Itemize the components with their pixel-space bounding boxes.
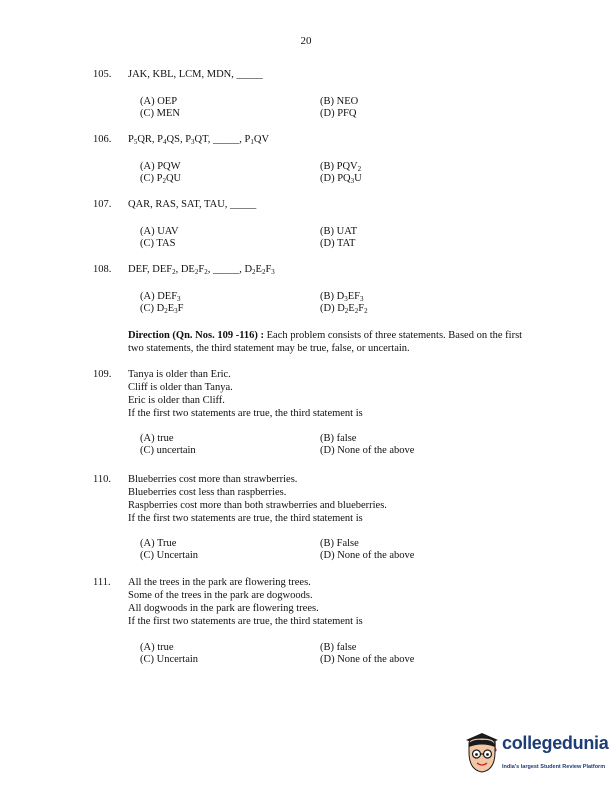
option-c[interactable]: (C) TAS (140, 238, 176, 249)
option-a[interactable]: (A) PQW (140, 161, 181, 172)
question-text: QAR, RAS, SAT, TAU, _____ (128, 199, 257, 210)
question-text: Tanya is older than Eric. Cliff is older than Tanya. Eric is older than Cliff. If the first two statements are true, the third statement is (128, 369, 363, 419)
question-number: 105. (93, 69, 112, 80)
option-d[interactable]: (D) $D_2E_2F_2$ (320, 303, 368, 315)
question-number: 111. (93, 577, 111, 588)
question-text: $P_5QR$, $P_4QS$, $P_3QT$, _____, $P_1QV$ (128, 134, 270, 146)
graduate-mascot-icon (462, 730, 500, 776)
question-number: 109. (93, 369, 112, 380)
option-a[interactable]: (A) True (140, 538, 177, 549)
option-b[interactable]: (B) false (320, 642, 357, 653)
question-number: 110. (93, 474, 111, 485)
option-a[interactable]: (A) true (140, 642, 174, 653)
option-d[interactable]: (D) TAT (320, 238, 356, 249)
brand-name: collegedunia (502, 733, 609, 753)
option-a[interactable]: (A) true (140, 433, 174, 444)
option-c[interactable]: (C) $D_2E_3F$ (140, 303, 184, 315)
question-number: 107. (93, 199, 112, 210)
question-text: DEF, $DEF_2$, $DE_2F_2$, _____, $D_2E_2F_3$ (128, 264, 275, 276)
option-d[interactable]: (D) None of the above (320, 654, 415, 665)
option-c[interactable]: (C) $P_2QU$ (140, 173, 182, 185)
option-b[interactable]: (B) $PQV_2$ (320, 161, 362, 173)
question-number: 106. (93, 134, 112, 145)
option-c[interactable]: (C) MEN (140, 108, 180, 119)
option-b[interactable]: (B) UAT (320, 226, 358, 237)
direction-label: Direction (Qn. Nos. 109 -116) : (128, 330, 265, 341)
option-c[interactable]: (C) Uncertain (140, 550, 199, 561)
question-text: All the trees in the park are flowering trees. Some of the trees in the park are dogwoods. All dogwoods in the park are flowering trees. If the first two statements are true, the third statement is (128, 577, 363, 627)
option-b[interactable]: (B) $D_3EF_3$ (320, 291, 364, 303)
option-c[interactable]: (C) uncertain (140, 445, 196, 456)
option-d[interactable]: (D) None of the above (320, 445, 415, 456)
option-c[interactable]: (C) Uncertain (140, 654, 199, 665)
collegedunia-logo (462, 728, 609, 780)
direction-block (128, 329, 528, 355)
option-b[interactable]: (B) False (320, 538, 359, 549)
option-a[interactable]: (A) $DEF_3$ (140, 291, 181, 303)
question-text: Blueberries cost more than strawberries. Blueberries cost less than raspberries. Raspberries cost more than both strawberries and blueberries. If the first two statements are true, the third statement is (128, 474, 387, 524)
option-d[interactable]: (D) $PQ_3U$ (320, 173, 362, 185)
page-number: 20 (300, 35, 312, 47)
question-number: 108. (93, 264, 112, 275)
option-d[interactable]: (D) PFQ (320, 108, 357, 119)
option-b[interactable]: (B) false (320, 433, 357, 444)
direction-text: Each problem consists of three statements. Based on the first two statements, the third statement may be true, false, or uncertain. (128, 330, 523, 354)
option-b[interactable]: (B) NEO (320, 96, 359, 107)
option-d[interactable]: (D) None of the above (320, 550, 415, 561)
option-a[interactable]: (A) OEP (140, 96, 178, 107)
brand-tagline: India's largest Student Review Platform (502, 764, 606, 770)
option-a[interactable]: (A) UAV (140, 226, 179, 237)
question-text: JAK, KBL, LCM, MDN, _____ (128, 69, 263, 80)
